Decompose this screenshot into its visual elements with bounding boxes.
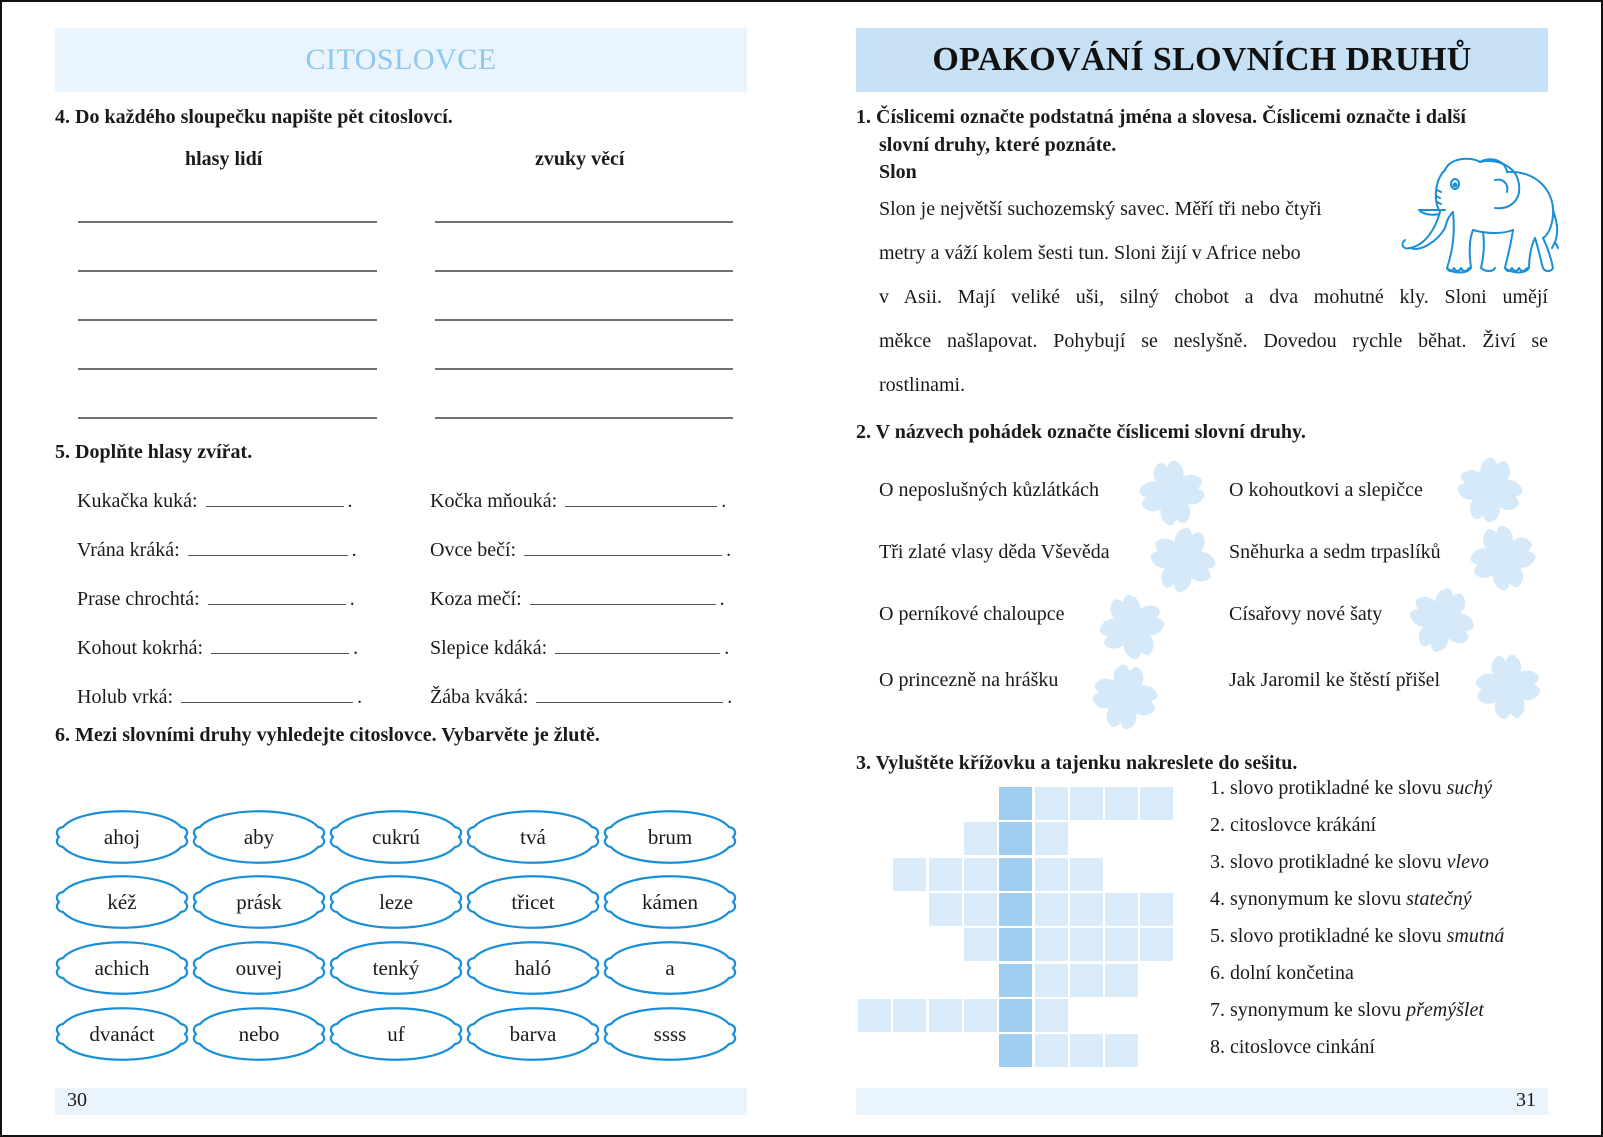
period: . — [726, 539, 732, 561]
animal-label: Kohout kokrhá: — [77, 637, 204, 659]
crossword-cell[interactable] — [1035, 822, 1068, 855]
word-oval-label: ahoj — [103, 824, 141, 849]
clue-text: slovo protikladné ke slovu — [1230, 851, 1447, 873]
animal-label: Žába kváká: — [430, 686, 529, 708]
word-oval-label: brum — [647, 824, 693, 849]
answer-blank[interactable] — [555, 635, 720, 654]
right-page-footer-band — [856, 1088, 1548, 1115]
clue-keyword: vlevo — [1446, 851, 1489, 873]
word-oval[interactable] — [462, 999, 604, 1069]
word-oval[interactable] — [51, 802, 193, 872]
crossword-key-cell[interactable] — [999, 928, 1032, 961]
clue-number: 6. — [1210, 962, 1230, 984]
fairy-tale-title: Tři zlaté vlasy děda Vševěda — [879, 541, 1110, 563]
crossword-cell[interactable] — [1105, 1034, 1138, 1067]
animal-sound-row — [430, 635, 729, 660]
period: . — [727, 686, 733, 708]
clue-text: slovo protikladné ke slovu — [1230, 925, 1447, 947]
crossword-key-cell[interactable] — [999, 1034, 1032, 1067]
crossword-clue — [1210, 777, 1492, 800]
clue-text: citoslovce krákání — [1230, 814, 1377, 836]
period: . — [353, 637, 359, 659]
period: . — [724, 637, 730, 659]
right-page-title: OPAKOVÁNÍ SLOVNÍCH DRUHŮ — [932, 41, 1472, 78]
animal-label: Kukačka kuká: — [77, 490, 198, 512]
word-oval[interactable] — [51, 999, 193, 1069]
crossword-clue — [1210, 814, 1376, 837]
crossword-cell[interactable] — [893, 858, 926, 891]
fairy-tale-title: O neposlušných kůzlátkách — [879, 479, 1099, 501]
crossword-key-cell[interactable] — [999, 822, 1032, 855]
clue-number: 3. — [1210, 851, 1230, 873]
word-oval-label: tenký — [372, 955, 420, 980]
animal-sound-row — [77, 684, 362, 709]
word-oval-label: ssss — [653, 1021, 687, 1046]
crossword-cell[interactable] — [1140, 928, 1173, 961]
word-oval-label: cukrú — [372, 824, 420, 849]
clue-text: citoslovce cinkání — [1230, 1036, 1375, 1058]
task5-heading: 5. Doplňte hlasy zvířat. — [55, 441, 253, 463]
crossword-clue — [1210, 925, 1504, 948]
period: . — [721, 490, 727, 512]
crossword-cell[interactable] — [1140, 893, 1173, 926]
fairy-tale-title: Sněhurka a sedm trpaslíků — [1229, 541, 1441, 563]
animal-sound-row — [430, 586, 725, 611]
word-oval[interactable] — [325, 867, 467, 937]
crossword-cell[interactable] — [1070, 928, 1103, 961]
fairy-tale-title: O perníkové chaloupce — [879, 603, 1065, 625]
animal-sound-row — [77, 537, 357, 562]
clue-keyword: suchý — [1446, 777, 1493, 799]
task1-heading-line2: slovní druhy, které poznáte. — [879, 134, 1117, 156]
clue-number: 4. — [1210, 888, 1230, 910]
writing-line-people[interactable] — [78, 270, 377, 272]
animal-label: Koza mečí: — [430, 588, 522, 610]
writing-line-things[interactable] — [435, 368, 733, 370]
writing-line-things[interactable] — [435, 417, 733, 419]
crossword-cell[interactable] — [1035, 787, 1068, 820]
animal-label: Vrána kráká: — [77, 539, 180, 561]
period: . — [351, 539, 357, 561]
clue-text: synonymum ke slovu — [1230, 888, 1407, 910]
crossword-cell[interactable] — [929, 893, 962, 926]
task6-heading: 6. Mezi slovními druhy vyhledejte citoslovce. Vybarvěte je žlutě. — [55, 724, 600, 746]
clue-number: 1. — [1210, 777, 1230, 799]
answer-blank[interactable] — [208, 586, 346, 605]
crossword-cell[interactable] — [1035, 858, 1068, 891]
crossword-clue — [1210, 962, 1354, 985]
animal-label: Prase chrochtá: — [77, 588, 200, 610]
period: . — [347, 490, 353, 512]
crossword-cell[interactable] — [1105, 893, 1138, 926]
word-oval[interactable] — [325, 999, 467, 1069]
crossword-key-cell[interactable] — [999, 999, 1032, 1032]
crossword-cell[interactable] — [964, 858, 997, 891]
crossword-cell[interactable] — [1070, 964, 1103, 997]
crossword-clue — [1210, 888, 1472, 911]
crossword-cell[interactable] — [1035, 964, 1068, 997]
word-oval-label: kéž — [107, 889, 137, 914]
word-oval[interactable] — [188, 867, 330, 937]
word-oval[interactable] — [51, 933, 193, 1003]
animal-label: Holub vrká: — [77, 686, 174, 708]
answer-blank[interactable] — [211, 635, 349, 654]
fairy-tale-title: O princezně na hrášku — [879, 669, 1059, 691]
crossword-clue — [1210, 999, 1484, 1022]
crossword-cell[interactable] — [929, 999, 962, 1032]
answer-blank[interactable] — [524, 537, 722, 556]
right-page-number: 31 — [1516, 1089, 1536, 1111]
story-line: měkce našlapovat. Pohybují se neslyšně. Dovedou rychle běhat. Živí se — [879, 330, 1548, 352]
word-oval[interactable] — [51, 867, 193, 937]
clue-keyword: statečný — [1406, 888, 1472, 910]
word-oval[interactable] — [188, 933, 330, 1003]
crossword-cell[interactable] — [858, 999, 891, 1032]
task2-heading: 2. V názvech pohádek označte číslicemi slovní druhy. — [856, 421, 1306, 443]
word-oval[interactable] — [325, 933, 467, 1003]
right-page-title-band — [856, 28, 1548, 92]
left-page-number: 30 — [67, 1089, 87, 1111]
clue-text: slovo protikladné ke slovu — [1230, 777, 1447, 799]
crossword-key-cell[interactable] — [999, 893, 1032, 926]
word-oval-label: kámen — [642, 889, 698, 914]
writing-line-people[interactable] — [78, 319, 377, 321]
crossword-cell[interactable] — [1035, 1034, 1068, 1067]
crossword-cell[interactable] — [964, 928, 997, 961]
word-oval-label: uf — [387, 1021, 405, 1046]
word-oval-label: ouvej — [235, 955, 283, 980]
word-oval[interactable] — [462, 802, 604, 872]
crossword-cell[interactable] — [1105, 787, 1138, 820]
period: . — [349, 588, 355, 610]
word-oval-label: nebo — [238, 1021, 280, 1046]
crossword-cell[interactable] — [1070, 787, 1103, 820]
crossword-cell[interactable] — [1070, 1034, 1103, 1067]
animal-sound-row — [77, 586, 355, 611]
elephant-icon — [1395, 150, 1560, 280]
animal-label: Slepice kdáká: — [430, 637, 548, 659]
word-oval-label: barva — [509, 1021, 557, 1046]
crossword-clue — [1210, 851, 1489, 874]
word-oval[interactable] — [188, 999, 330, 1069]
crossword-cell[interactable] — [1070, 858, 1103, 891]
word-oval-label: haló — [514, 955, 552, 980]
word-oval-label: a — [665, 955, 675, 980]
clue-keyword: smutná — [1446, 925, 1505, 947]
crossword-cell[interactable] — [964, 893, 997, 926]
writing-line-people[interactable] — [78, 368, 377, 370]
clue-text: synonymum ke slovu — [1230, 999, 1407, 1021]
crossword-clue — [1210, 1036, 1375, 1059]
clue-number: 5. — [1210, 925, 1230, 947]
answer-blank[interactable] — [181, 684, 353, 703]
animal-sound-row — [77, 488, 353, 513]
animal-sound-row — [430, 488, 726, 513]
writing-line-people[interactable] — [78, 221, 377, 223]
task4-heading: 4. Do každého sloupečku napište pět citoslovcí. — [55, 106, 453, 128]
crossword-key-cell[interactable] — [999, 787, 1032, 820]
fairy-tale-title: Císařovy nové šaty — [1229, 603, 1383, 625]
clue-text: dolní končetina — [1230, 962, 1354, 984]
answer-blank[interactable] — [530, 586, 716, 605]
story-line: rostlinami. — [879, 374, 966, 396]
answer-blank[interactable] — [206, 488, 344, 507]
crossword-cell[interactable] — [964, 822, 997, 855]
story-line: metry a váží kolem šesti tun. Sloni žijí v Africe nebo — [879, 242, 1301, 264]
word-oval[interactable] — [462, 933, 604, 1003]
period: . — [357, 686, 363, 708]
crossword-cell[interactable] — [964, 999, 997, 1032]
crossword-cell[interactable] — [1070, 893, 1103, 926]
left-page-title-band — [55, 28, 747, 92]
crossword-key-cell[interactable] — [999, 858, 1032, 891]
period: . — [719, 588, 725, 610]
writing-line-things[interactable] — [435, 270, 733, 272]
clover-icon — [1468, 647, 1548, 727]
writing-line-things[interactable] — [435, 319, 733, 321]
clover-icon — [1085, 657, 1165, 737]
animal-label: Kočka mňouká: — [430, 490, 558, 512]
crossword-cell[interactable] — [1105, 964, 1138, 997]
clue-number: 8. — [1210, 1036, 1230, 1058]
clue-number: 7. — [1210, 999, 1230, 1021]
crossword-cell[interactable] — [1140, 787, 1173, 820]
answer-blank[interactable] — [565, 488, 717, 507]
clue-number: 2. — [1210, 814, 1230, 836]
clover-icon — [1092, 587, 1172, 667]
crossword-cell[interactable] — [1035, 928, 1068, 961]
crossword-cell[interactable] — [929, 858, 962, 891]
fairy-tale-title: Jak Jaromil ke štěstí přišel — [1229, 669, 1441, 691]
word-oval-label: třicet — [511, 889, 555, 914]
clue-keyword: přemýšlet — [1406, 999, 1484, 1021]
crossword-key-cell[interactable] — [999, 964, 1032, 997]
word-oval[interactable] — [599, 867, 741, 937]
task1-heading-line1: 1. Číslicemi označte podstatná jména a slovesa. Číslicemi označte i další — [856, 106, 1466, 128]
story-title: Slon — [879, 161, 917, 183]
word-oval[interactable] — [599, 933, 741, 1003]
crossword-cell[interactable] — [893, 999, 926, 1032]
animal-sound-row — [430, 684, 732, 709]
left-page-footer-band — [55, 1088, 747, 1115]
writing-line-people[interactable] — [78, 417, 377, 419]
answer-blank[interactable] — [188, 537, 348, 556]
column-head-people-voices: hlasy lidí — [185, 148, 263, 170]
answer-blank[interactable] — [536, 684, 723, 703]
word-oval[interactable] — [188, 802, 330, 872]
crossword-cell[interactable] — [1035, 893, 1068, 926]
word-oval-label: prásk — [236, 889, 282, 914]
word-oval[interactable] — [599, 999, 741, 1069]
fairy-tale-title: O kohoutkovi a slepičce — [1229, 479, 1423, 501]
story-line: Slon je největší suchozemský savec. Měří tři nebo čtyři — [879, 198, 1322, 220]
word-oval-label: aby — [243, 824, 275, 849]
animal-label: Ovce bečí: — [430, 539, 517, 561]
animal-sound-row — [430, 537, 731, 562]
word-oval-label: tvá — [520, 824, 546, 849]
story-line: v Asii. Mají veliké uši, silný chobot a dva mohutné kly. Sloni umějí — [879, 286, 1548, 308]
word-oval-label: achich — [94, 955, 150, 980]
crossword-cell[interactable] — [1035, 999, 1068, 1032]
left-page-title: CITOSLOVCE — [305, 43, 497, 76]
word-oval[interactable] — [325, 802, 467, 872]
animal-sound-row — [77, 635, 358, 660]
writing-line-things[interactable] — [435, 221, 733, 223]
crossword-cell[interactable] — [1105, 928, 1138, 961]
task3-heading: 3. Vyluštěte křížovku a tajenku nakreslete do sešitu. — [856, 752, 1298, 774]
column-head-thing-sounds: zvuky věcí — [535, 148, 625, 170]
word-oval[interactable] — [462, 867, 604, 937]
word-oval-label: leze — [379, 889, 413, 914]
word-oval-label: dvanáct — [89, 1021, 155, 1046]
word-oval[interactable] — [599, 802, 741, 872]
